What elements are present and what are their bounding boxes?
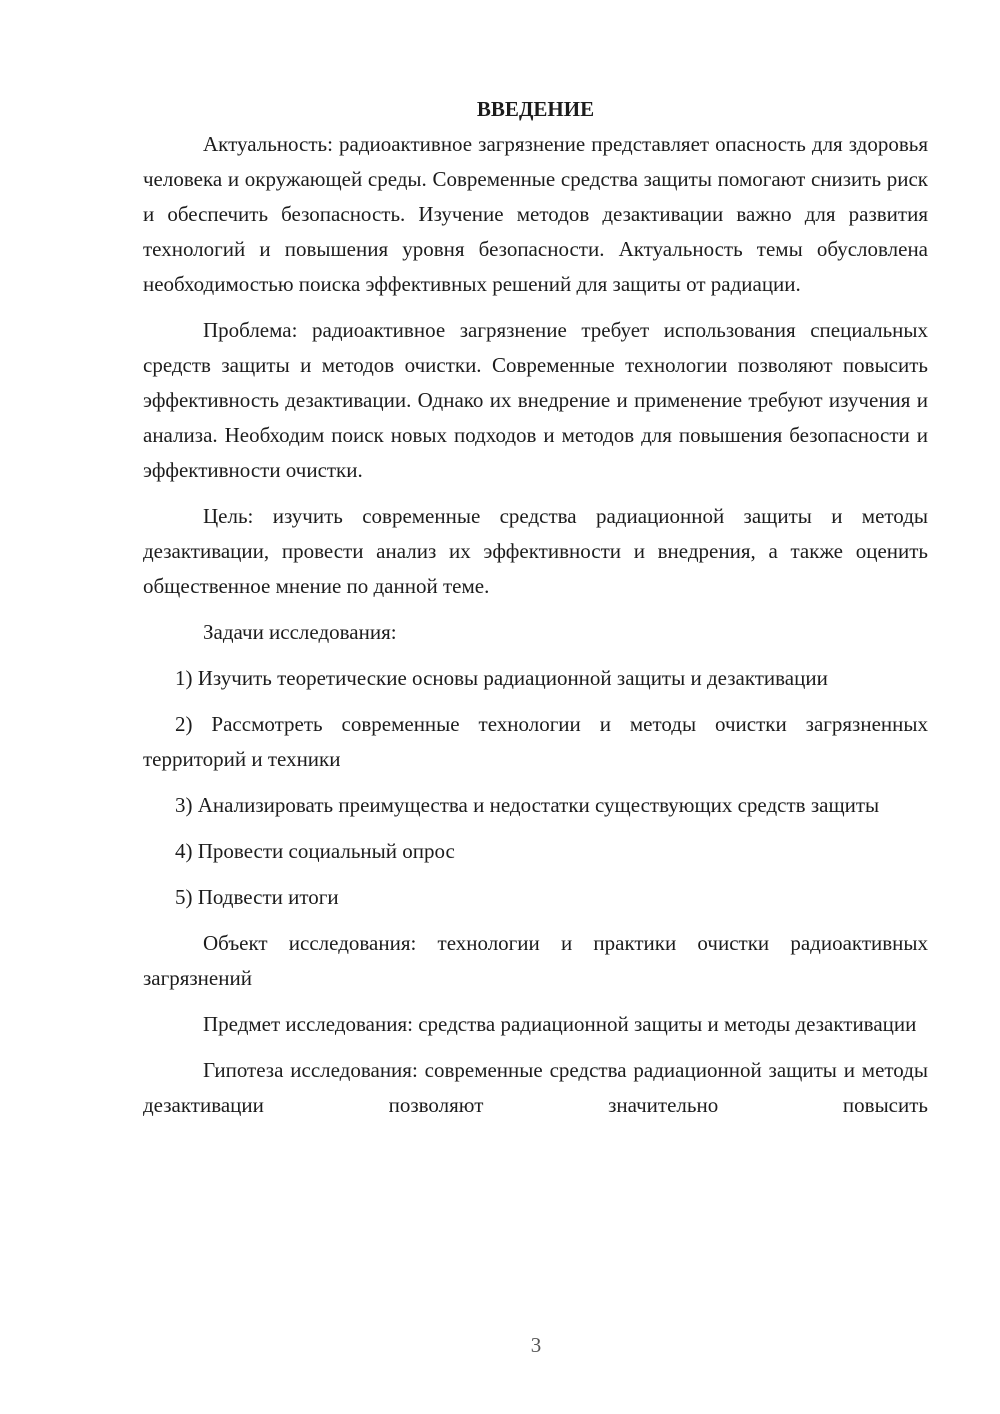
section-heading: ВВЕДЕНИЕ xyxy=(476,97,595,121)
task-item-2: 2) Рассмотреть современные технологии и методы очистки загрязненных территорий и техники xyxy=(143,712,928,771)
page-number: 3 xyxy=(530,1333,542,1357)
paragraph-subject: Предмет исследования: средства радиационной защиты и методы дезактивации xyxy=(203,1012,917,1036)
paragraph-object: Объект исследования: технологии и практики очистки радиоактивных загрязнений xyxy=(143,931,928,990)
tasks-title: Задачи исследования: xyxy=(203,620,397,644)
task-item-1: 1) Изучить теоретические основы радиационной защиты и дезактивации xyxy=(175,666,828,690)
document-page xyxy=(143,92,928,1134)
paragraph-relevance: Актуальность: радиоактивное загрязнение представляет опасность для здоровья человека и окружающей среды. Современные средства защиты помогают снизить риск и обеспечить безопасность. Изучение методов дезактивации важно для развития технологий и повышения уровня безопасности. Актуальность темы обусловлена необходимостью поиска эффективных решений для защиты от радиации. xyxy=(143,132,928,296)
task-item-4: 4) Провести социальный опрос xyxy=(175,839,455,863)
paragraph-hypothesis: Гипотеза исследования: современные средства радиационной защиты и методы дезактивации позволяют значительно повысить xyxy=(143,1058,928,1117)
paragraph-goal: Цель: изучить современные средства радиационной защиты и методы дезактивации, провести анализ их эффективности и внедрения, а также оценить общественное мнение по данной теме. xyxy=(143,504,928,598)
task-item-5: 5) Подвести итоги xyxy=(175,885,339,909)
task-item-3: 3) Анализировать преимущества и недостатки существующих средств защиты xyxy=(175,793,880,817)
paragraph-problem: Проблема: радиоактивное загрязнение требует использования специальных средств защиты и методов очистки. Современные технологии позволяют повысить эффективность дезактивации. Однако их внедрение и применение требуют изучения и анализа. Необходим поиск новых подходов и методов для повышения безопасности и эффективности очистки. xyxy=(143,318,928,482)
